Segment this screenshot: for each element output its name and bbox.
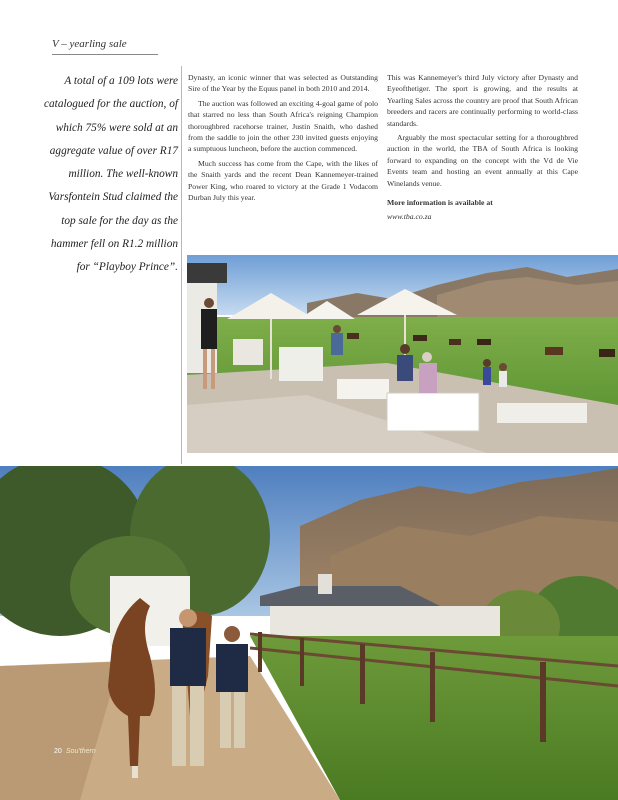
polo-event-illustration bbox=[187, 255, 618, 453]
paragraph: Much success has come from the Cape, with the likes of the Snaith yards and the recent Dean Kannemeyer-trained Power King, who roared to victory at the Grade 1 Vodacom Durban July this year. bbox=[188, 158, 378, 203]
page-number: 20 bbox=[54, 748, 62, 755]
polo-event-photo bbox=[187, 255, 618, 453]
column-divider bbox=[181, 66, 182, 464]
header-rule bbox=[52, 54, 158, 55]
paragraph: Arguably the most spectacular setting for a thoroughbred auction in the world, the TBA of South Africa is looking forward to expanding on the concept with the Vd de Vie Events team and hosting an event annually at this Cape Winelands venue. bbox=[387, 133, 578, 188]
pull-quote: A total of a 109 lots were catalogued for the auction, of which 75% were sold at an aggregate value of over R17 million. The well-known Varsfontein Stud claimed the top sale for the day as the hammer fell on R1.2 million for “Playboy Prince”. bbox=[44, 75, 178, 274]
paragraph: The auction was followed an exciting 4-goal game of polo that starred no less than South Africa's reigning Champion thoroughbred racehorse trainer, Justin Snaith, who dashed from the saddle to join the other 230 invited guests enjoying a sumptuous luncheon, before the auction commenced. bbox=[188, 98, 378, 154]
body-column-1 bbox=[188, 72, 378, 206]
more-info-label: More information is available at bbox=[387, 198, 493, 208]
magazine-brand: Sou'thern bbox=[66, 748, 96, 755]
paragraph: Dynasty, an iconic winner that was selected as Outstanding Sire of the Year by the Equus panel in both 2010 and 2014. bbox=[188, 73, 378, 94]
section-header: V – yearling sale bbox=[52, 38, 127, 50]
paragraph: This was Kannemeyer's third July victory after Dynasty and Eyeofthetiger. The sport is growing, and the results at Yearling Sales across the country are proof that South African breeders and racers are continually performing to world-class standards. bbox=[387, 73, 578, 128]
website-link[interactable]: www.tba.co.za bbox=[387, 212, 432, 222]
body-column-2 bbox=[387, 72, 578, 226]
